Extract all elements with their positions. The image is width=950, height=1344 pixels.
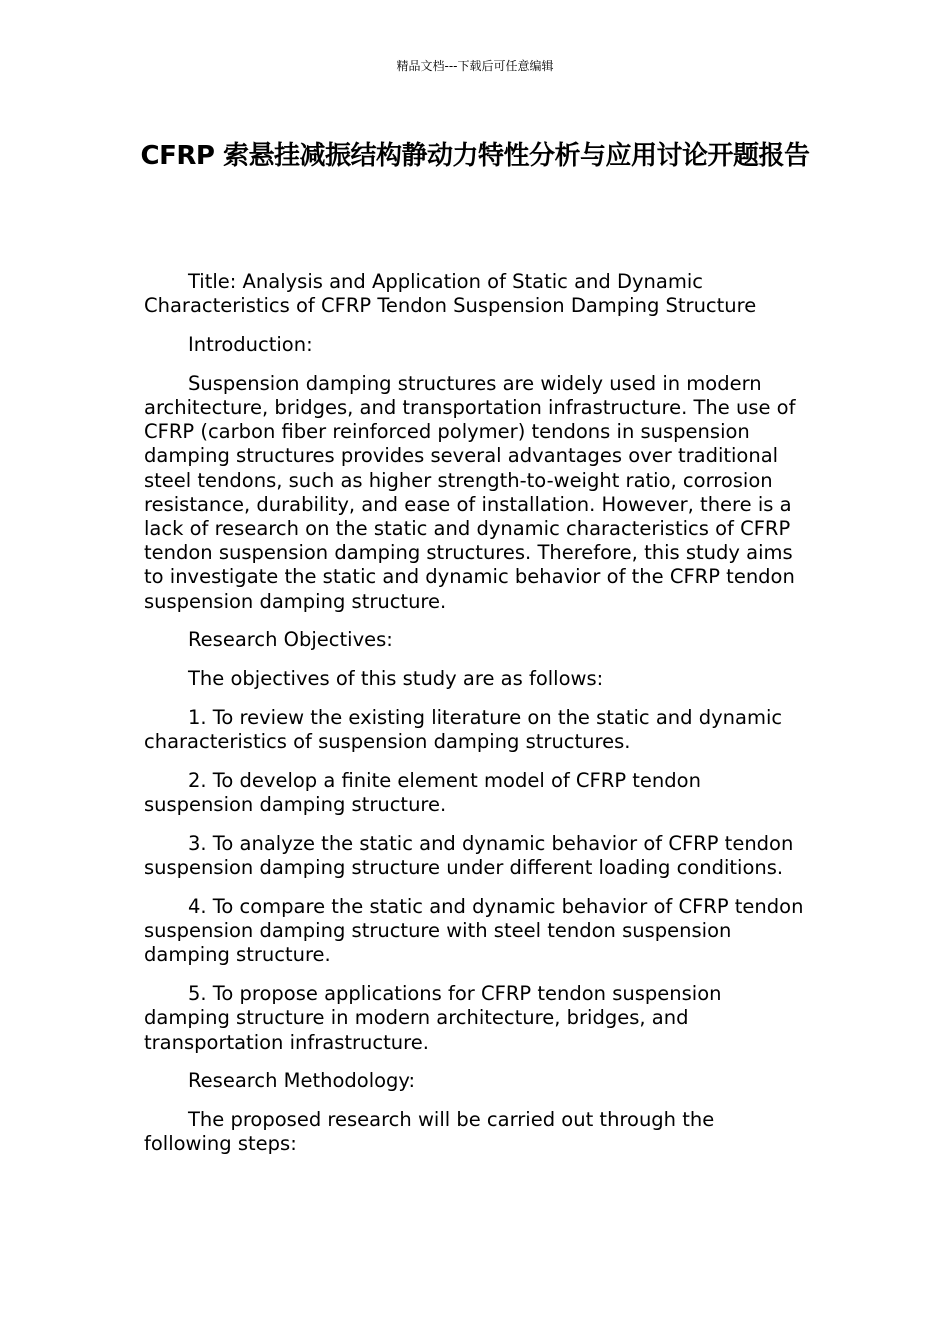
research-objectives-heading: Research Objectives:	[188, 628, 393, 652]
header-note: 精品文档---下载后可任意编辑	[396, 59, 554, 73]
objective-item: 1. To review the existing literature on the static and dynamic characteristics of suspension damping structures.	[144, 706, 783, 754]
title-line-paragraph: Title: Analysis and Application of Static and Dynamic Characteristics of CFRP Tendon Suspension Damping Structure	[144, 270, 757, 318]
introduction-paragraph: Suspension damping structures are widely used in modern architecture, bridges, and transportation infrastructure. The use of CFRP (carbon fiber reinforced polymer) tendons in suspension damping structures provides several advantages over traditional steel tendons, such as higher strength-to-weight ratio, corrosion resistance, durability, and ease of installation. However, there is a lack of research on the static and dynamic characteristics of CFRP tendon suspension damping structures. Therefore, this study aims to investigate the static and dynamic behavior of the CFRP tendon suspension damping structure.	[144, 371, 796, 613]
objective-item: 5. To propose applications for CFRP tendon suspension damping structure in modern architecture, bridges, and transportation infrastructure.	[144, 982, 722, 1054]
objectives-intro-paragraph: The objectives of this study are as follows:	[188, 667, 604, 691]
document-title: CFRP 索悬挂减振结构静动力特性分析与应用讨论开题报告	[140, 141, 810, 171]
objective-item: 2. To develop a finite element model of CFRP tendon suspension damping structure.	[144, 769, 701, 817]
methodology-intro-paragraph: The proposed research will be carried out through the following steps:	[144, 1108, 715, 1156]
objective-item: 3. To analyze the static and dynamic behavior of CFRP tendon suspension damping structure under different loading conditions.	[144, 832, 794, 880]
objective-item: 4. To compare the static and dynamic behavior of CFRP tendon suspension damping structure with steel tendon suspension damping structure.	[144, 895, 804, 967]
research-methodology-heading: Research Methodology:	[188, 1069, 416, 1093]
introduction-heading: Introduction:	[188, 333, 313, 356]
document-body	[144, 270, 808, 1171]
